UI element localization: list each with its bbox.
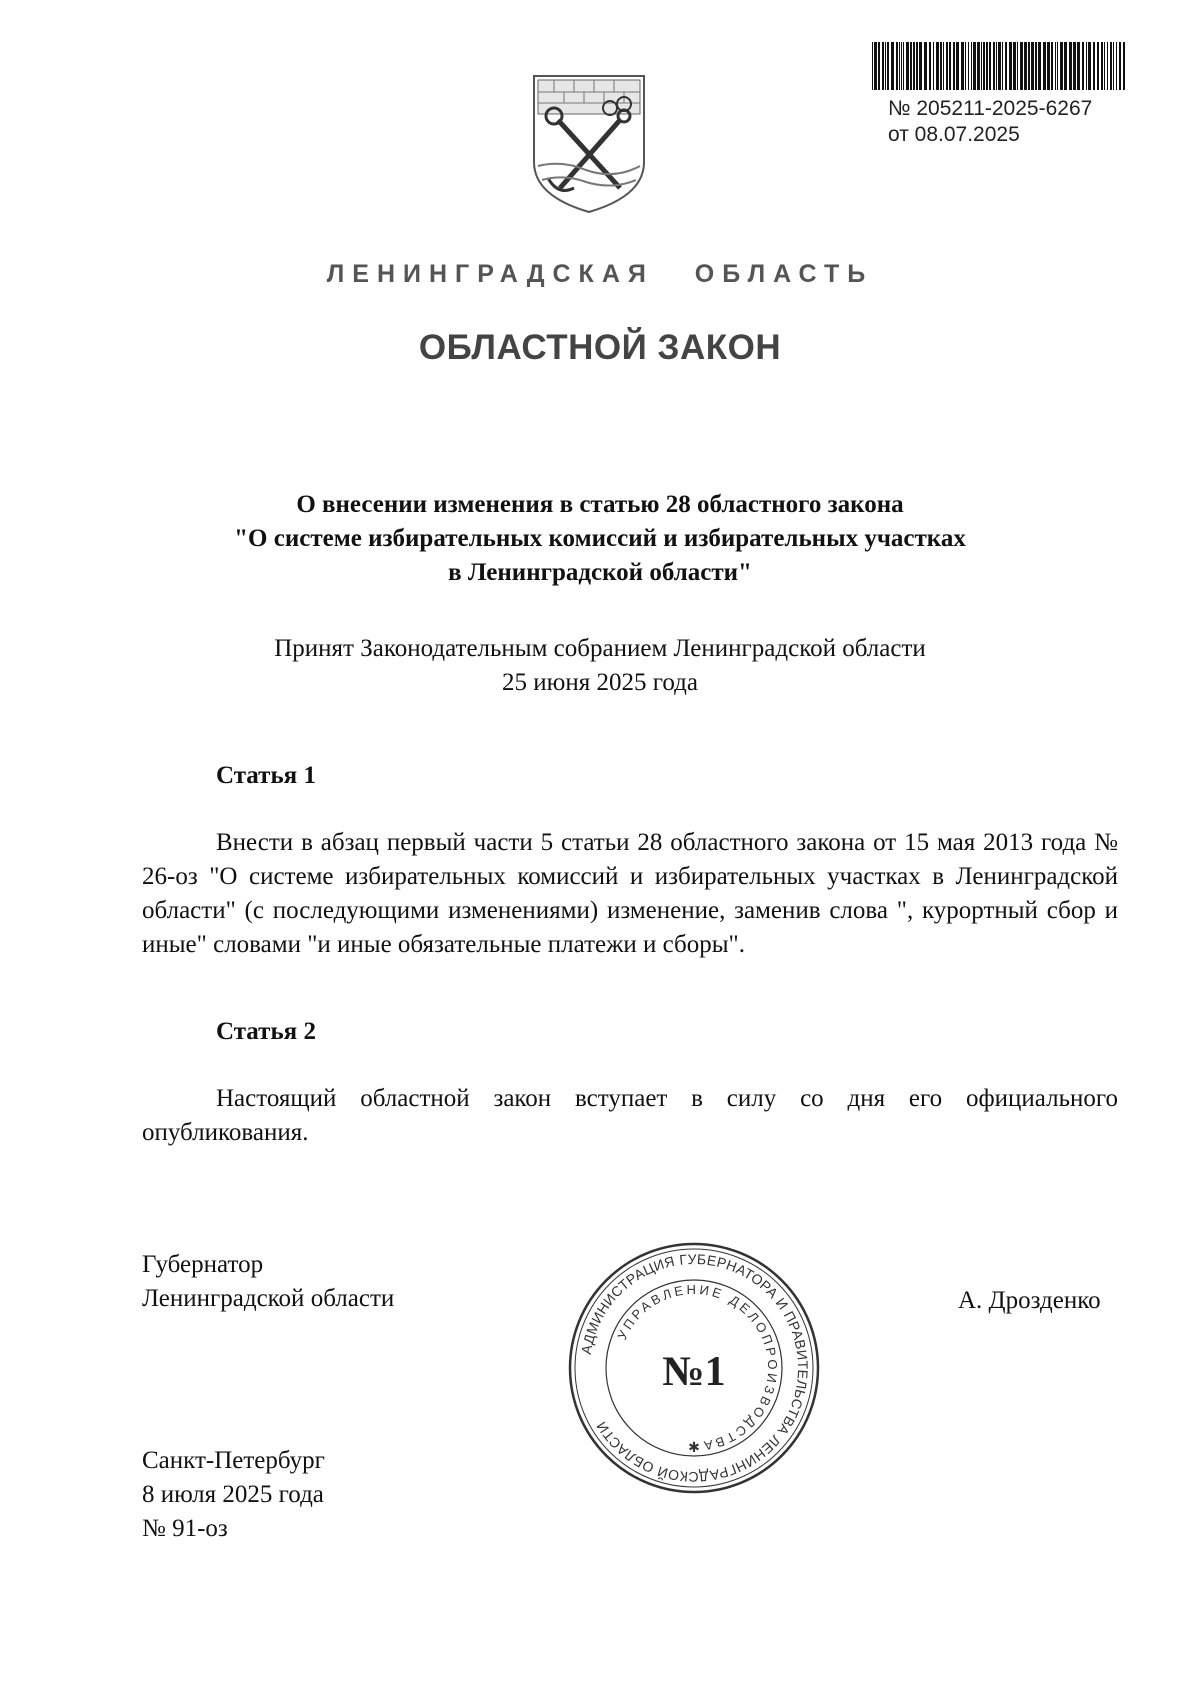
adoption-date: 25 июня 2025 года — [502, 669, 698, 696]
stamp-outer-text: АДМИНИСТРАЦИЯ ГУБЕРНАТОРА И ПРАВИТЕЛЬСТВА ЛЕНИНГРАДСКОЙ ОБЛАСТИ — [577, 1250, 812, 1486]
svg-text:✱: ✱ — [688, 1440, 700, 1456]
signing-place: Санкт-Петербург — [142, 1447, 325, 1474]
barcode-icon — [868, 40, 1128, 92]
region-title: ЛЕНИНГРАДСКАЯ ОБЛАСТЬ — [326, 260, 874, 288]
signatory-position-line: Губернатор — [142, 1251, 264, 1278]
article-2-text: Настоящий областной закон вступает в силу со дня его официального опубликования. — [142, 1085, 1118, 1146]
signatory-name: А. Дрозденко — [958, 1287, 1101, 1314]
signing-date: 8 июля 2025 года — [142, 1481, 324, 1508]
registration-number: № 205211-2025-6267 — [888, 97, 1093, 120]
signing-place-date — [142, 1444, 325, 1546]
adoption-line: Принят Законодательным собранием Ленинградской области — [274, 635, 926, 662]
law-title-line: О внесении изменения в статью 28 областного закона — [296, 491, 904, 518]
official-stamp-icon — [566, 1240, 822, 1496]
signatory-position-line: Ленинградской области — [142, 1285, 395, 1312]
adoption-note — [170, 632, 1030, 700]
coat-of-arms-icon — [528, 70, 650, 216]
document-type: ОБЛАСТНОЙ ЗАКОН — [418, 328, 782, 367]
law-number: № 91-оз — [142, 1515, 228, 1542]
article-2-heading: Статья 2 — [216, 1018, 316, 1045]
article-1-text: Внести в абзац первый части 5 статьи 28 областного закона от 15 мая 2013 года № 26-оз "О системе избирательных комиссий и избирательных участках в Ленинградской области" (с последующими изменениями) изменение, заменив слова ", курортный сбор и иные" словами "и иные обязательные платежи и сборы". — [142, 829, 1118, 958]
stamp-number: №1 — [662, 1349, 726, 1395]
stamp-inner-text: УПРАВЛЕНИЕ ДЕЛОПРОИЗВОДСТВА — [614, 1281, 781, 1454]
registration-date: от 08.07.2025 — [888, 123, 1020, 146]
signatory-position — [142, 1248, 394, 1316]
law-title-line: в Ленинградской области" — [448, 559, 752, 586]
law-title-line: "О системе избирательных комиссий и избирательных участках — [234, 525, 966, 552]
article-1-heading: Статья 1 — [216, 762, 316, 789]
law-title — [170, 488, 1030, 590]
